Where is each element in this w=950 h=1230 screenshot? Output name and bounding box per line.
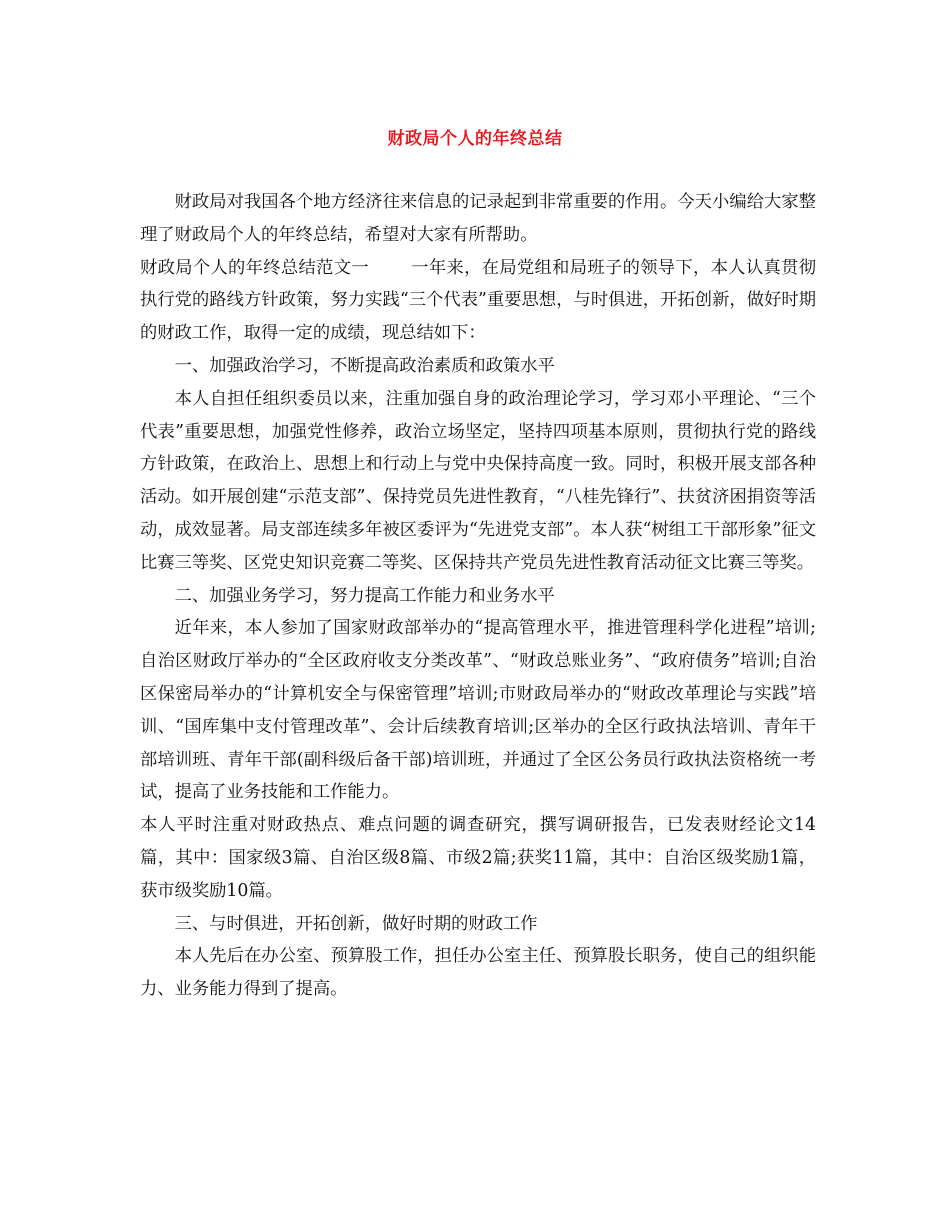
page-title: 财政局个人的年终总结 (387, 129, 563, 149)
section-body-2a: 近年来，本人参加了国家财政部举办的“提高管理水平，推进管理科学化进程”培训;自治区财政厅举办的“全区政府收支分类改革”、“财政总账业务”、“政府债务”培训;自治区保密局举办的“计算机安全与保密管理”培训;市财政局举办的“财政改革理论与实践”培训、“国库集中支付管理改革”、会计后续教育培训;区举办的全区行政执法培训、青年干部培训班、青年干部(副科级后备干部)培训班，并通过了全区公务员行政执法资格统一考试，提高了业务技能和工作能力。 (140, 618, 816, 803)
sample-paragraph (140, 252, 816, 350)
intro-paragraph: 财政局对我国各个地方经济往来信息的记录起到非常重要的作用。今天小编给大家整理了财政局个人的年终总结，希望对大家有所帮助。 (140, 192, 816, 245)
document-body (140, 186, 816, 1006)
sample-opening: 一年来，在局党组和局班子的领导下，本人认真贯彻执行党的路线方针政策，努力实践“三个代表”重要思想，与时俱进，开拓创新，做好时期的财政工作，取得一定的成绩，现总结如下： (140, 257, 816, 344)
section-heading-2: 二、加强业务学习，努力提高工作能力和业务水平 (174, 585, 555, 606)
section-body-1: 本人自担任组织委员以来，注重加强自身的政治理论学习，学习邓小平理论、“三个代表”重要思想，加强党性修养，政治立场坚定，坚持四项基本原则，贯彻执行党的路线方针政策，在政治上、思想上和行动上与党中央保持高度一致。同时，积极开展支部各种活动。如开展创建“示范支部”、保持党员先进性教育，“八桂先锋行”、扶贫济困捐资等活动，成效显著。局支部连续多年被区委评为“先进党支部”。本人获“树组工干部形象”征文比赛三等奖、区党史知识竞赛二等奖、区保持共产党员先进性教育活动征文比赛三等奖。 (140, 388, 816, 573)
section-heading-3: 三、与时俱进，开拓创新，做好时期的财政工作 (174, 913, 538, 934)
section-body-3: 本人先后在办公室、预算股工作，担任办公室主任、预算股长职务，使自己的组织能力、业务能力得到了提高。 (140, 946, 816, 1000)
section-body-2b: 本人平时注重对财政热点、难点问题的调查研究，撰写调研报告，已发表财经论文14篇，其中：国家级3篇、自治区级8篇、市级2篇;获奖11篇，其中：自治区级奖励1篇，获市级奖励10篇。 (140, 815, 816, 901)
section-heading-1: 一、加强政治学习，不断提高政治素质和政策水平 (174, 355, 555, 376)
sample-heading: 财政局个人的年终总结范文一 (140, 257, 369, 278)
